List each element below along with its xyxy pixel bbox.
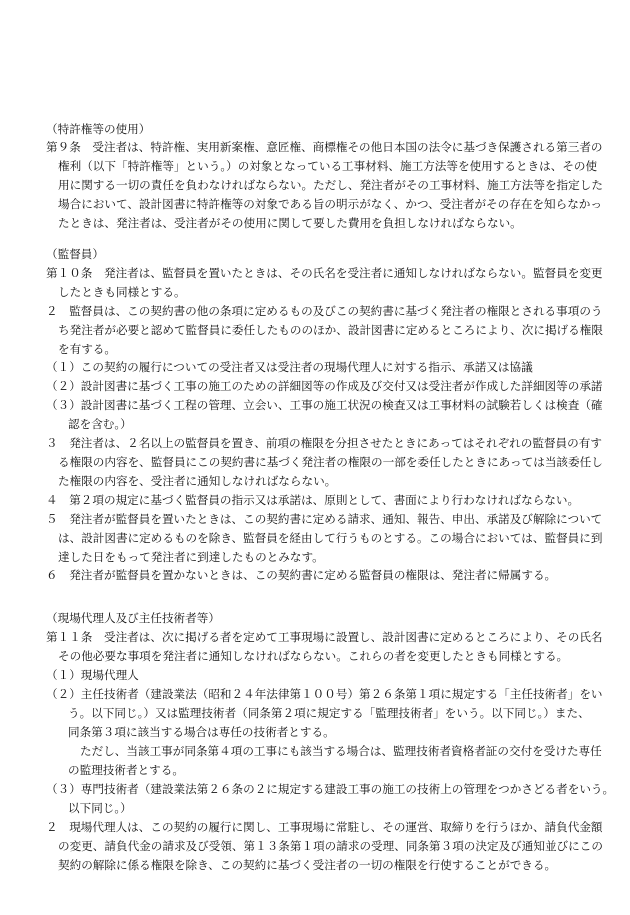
article-10-line-9: 認を含む。） <box>68 417 132 431</box>
article-11-line-8: の監理技術者とする。 <box>68 763 184 777</box>
article-10-line-1: 第１０条 発注者は、監督員を置いたときは、その氏名を受注者に通知しなければならない。監督員を変更 <box>46 266 603 280</box>
article-11-line-9: （３）専門技術者（建設業法第２６条の２に規定する建設工事の施工の技術上の管理をつかさどる者をいう。 <box>46 782 615 796</box>
article-11-line-12: の変更、請負代金の請求及び受領、第１３条第１項の請求の受理、同条第３項の決定及び通知並びにこの <box>58 839 603 853</box>
article-11-line-11: ２ 現場代理人は、この契約の履行に関し、工事現場に常駐し、その運営、取締りを行うほか、請負代金額 <box>46 820 603 834</box>
article-11-line-2: その他必要な事項を発注者に通知しなければならない。これらの者を変更したときも同様とする。 <box>58 649 569 663</box>
article-10-line-4: ち発注者が必要と認めて監督員に委任したもののほか、設計図書に定めるところにより、次に掲げる権限 <box>58 323 603 337</box>
article-10-line-15: は、設計図書に定めるものを除き、監督員を経由して行うものとする。この場合においては、監督員に到 <box>58 531 603 545</box>
article-9-line-2: 権利（以下「特許権等」という。）の対象となっている工事材料、施工方法等を使用するときは、その使 <box>58 159 598 173</box>
article-9-line-5: たときは、発注者は、受注者がその使用に関して要した費用を負担しなければならない。 <box>58 216 522 230</box>
article-9-line-1: 第９条 受注者は、特許権、実用新案権、意匠権、商標権その他日本国の法令に基づき保護される第三者の <box>46 140 603 154</box>
article-10-line-14: ５ 発注者が監督員を置いたときは、この契約書に定める請求、通知、報告、申出、承諾及び解除について <box>46 512 603 526</box>
article-11-line-13: 契約の解除に係る権限を除き、この契約に基づく受注者の一切の権限を行使することができる。 <box>58 858 557 872</box>
section-heading: （現場代理人及び主任技術者等） <box>46 611 220 625</box>
section-heading: （特許権等の使用） <box>46 122 151 136</box>
article-11-line-4: （２）主任技術者（建設業法（昭和２４年法律第１００号）第２６条第１項に規定する「主任技術者」をい <box>46 687 603 701</box>
article-11-line-10: 以下同じ。） <box>68 801 132 815</box>
article-10-line-16: 達した日をもって発注者に到達したものとみなす。 <box>58 550 324 564</box>
article-10-line-13: ４ 第２項の規定に基づく監督員の指示又は承諾は、原則として、書面により行わなければならない。 <box>46 493 580 507</box>
article-10-line-5: を有する。 <box>58 342 116 356</box>
article-10-line-17: ６ 発注者が監督員を置かないときは、この契約書に定める監督員の権限は、発注者に帰属する。 <box>46 568 557 582</box>
article-10-line-2: したときも同様とする。 <box>58 285 186 299</box>
article-11-line-7: ただし、当該工事が同条第４項の工事にも該当する場合は、監理技術者資格者証の交付を受けた専任 <box>80 744 602 758</box>
article-10-line-6: （１）この契約の履行についての受注者又は受注者の現場代理人に対する指示、承諾又は協議 <box>46 360 533 374</box>
article-11-line-1: 第１１条 受注者は、次に掲げる者を定めて工事現場に設置し、設計図書に定めるところにより、その氏名 <box>46 630 603 644</box>
article-11-line-3: （１）現場代理人 <box>46 668 139 682</box>
article-10-line-12: た権限の内容を、受注者に通知しなければならない。 <box>58 474 337 488</box>
article-10-line-11: る権限の内容を、監督員にこの契約書に基づく発注者の権限の一部を委任したときにあっては当該委任し <box>58 455 603 469</box>
section-heading: （監督員） <box>46 247 104 261</box>
article-10-line-7: （２）設計図書に基づく工事の施工のための詳細図等の作成及び交付又は受注者が作成した詳細図等の承諾 <box>46 379 603 393</box>
article-9-line-4: 場合において、設計図書に特許権等の対象である旨の明示がなく、かつ、受注者がその存在を知らなかっ <box>58 197 602 211</box>
article-10-line-3: ２ 監督員は、この契約書の他の条項に定めるもの及びこの契約書に基づく発注者の権限とされる事項のう <box>46 304 603 318</box>
article-11-line-6: 同条第３項に該当する場合は専任の技術者とする。 <box>68 725 335 739</box>
article-10-line-10: ３ 発注者は、２名以上の監督員を置き、前項の権限を分担させたときにあってはそれぞれの監督員の有す <box>46 436 602 450</box>
article-10-line-8: （３）設計図書に基づく工程の管理、立会い、工事の施工状況の検査又は工事材料の試験若しくは検査（確 <box>46 398 603 412</box>
article-9-line-3: 用に関する一切の責任を負わなければならない。ただし、発注者がその工事材料、施工方法等を指定した <box>58 178 603 192</box>
article-11-line-5: う。以下同じ。）又は監理技術者（同条第２項に規定する「監理技術者」をいう。以下同じ。）また、 <box>68 706 590 720</box>
